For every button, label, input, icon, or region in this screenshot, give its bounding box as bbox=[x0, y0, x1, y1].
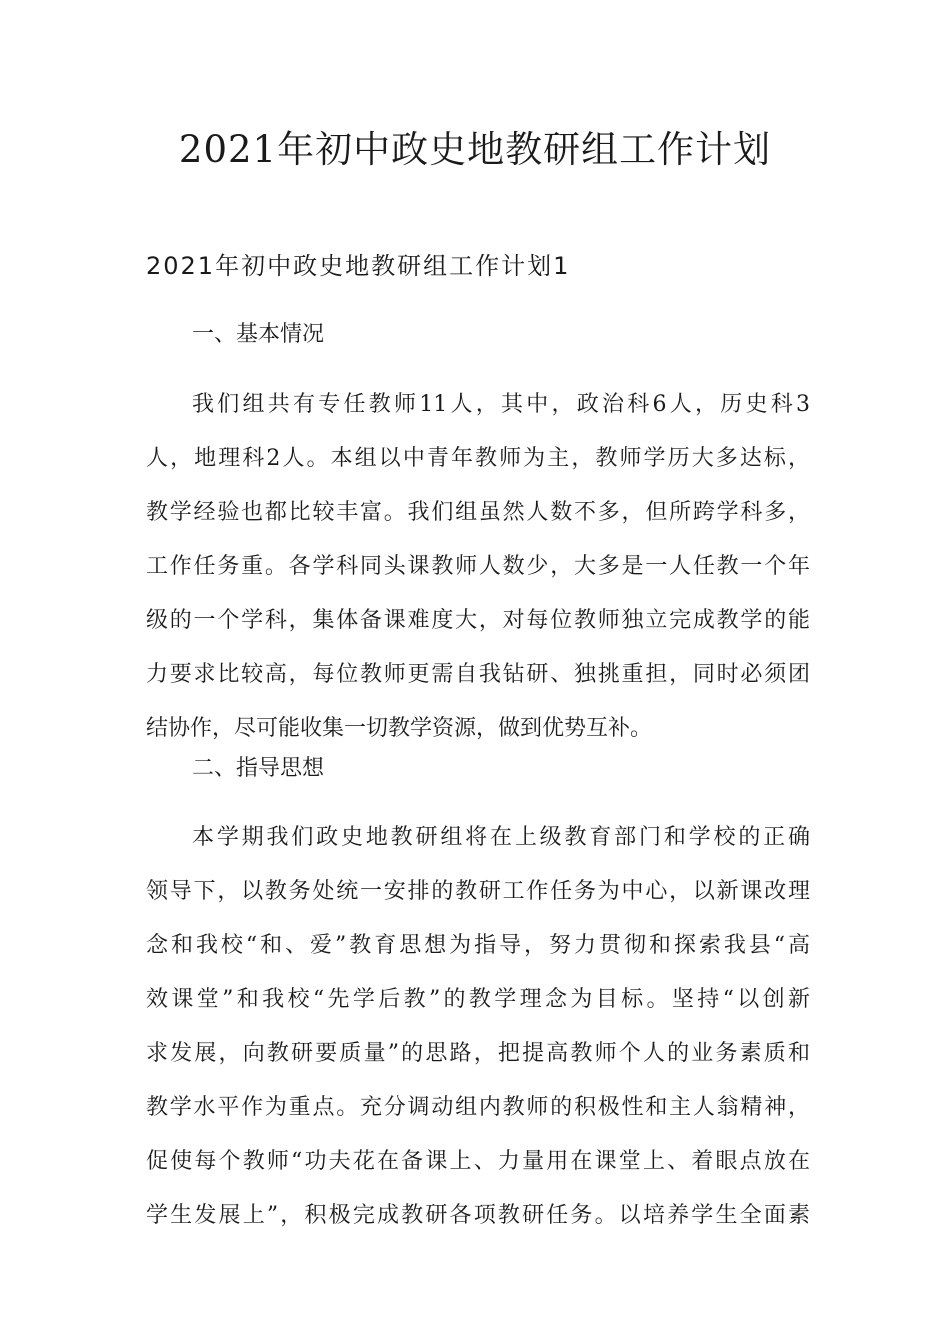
document-title: 2021年初中政史地教研组工作计划 bbox=[178, 128, 772, 171]
paragraph-line: 人，地理科2人。本组以中青年教师为主，教师学历大多达标， bbox=[146, 446, 810, 471]
paragraph-line: 学生发展上”，积极完成教研各项教研任务。以培养学生全面素 bbox=[146, 1203, 810, 1228]
paragraph-line: 教学水平作为重点。充分调动组内教师的积极性和主人翁精神， bbox=[146, 1095, 810, 1120]
section-heading-guiding-ideology: 二、指导思想 bbox=[192, 756, 325, 781]
paragraph-line: 级的一个学科，集体备课难度大，对每位教师独立完成教学的能 bbox=[146, 608, 810, 633]
paragraph-line: 本学期我们政史地教研组将在上级教育部门和学校的正确 bbox=[192, 825, 810, 850]
paragraph-line: 领导下，以教务处统一安排的教研工作任务为中心，以新课改理 bbox=[146, 879, 810, 904]
paragraph-line: 效课堂”和我校“先学后教”的教学理念为目标。坚持“以创新 bbox=[146, 987, 810, 1012]
section-heading-basic-situation: 一、基本情况 bbox=[192, 322, 325, 347]
paragraph-line: 力要求比较高，每位教师更需自我钻研、独挑重担，同时必须团 bbox=[146, 662, 810, 687]
paragraph-line: 我们组共有专任教师11人，其中，政治科6人，历史科3 bbox=[192, 392, 810, 417]
paragraph-line: 求发展，向教研要质量”的思路，把提高教师个人的业务素质和 bbox=[146, 1041, 810, 1066]
paragraph-line: 结协作，尽可能收集一切教学资源，做到优势互补。 bbox=[146, 716, 653, 741]
paragraph-line: 教学经验也都比较丰富。我们组虽然人数不多，但所跨学科多， bbox=[146, 500, 810, 525]
paragraph-line: 念和我校“和、爱”教育思想为指导，努力贯彻和探索我县“高 bbox=[146, 933, 810, 958]
paragraph-line: 工作任务重。各学科同头课教师人数少，大多是一人任教一个年 bbox=[146, 554, 810, 579]
paragraph-line: 促使每个教师“功夫花在备课上、力量用在课堂上、着眼点放在 bbox=[146, 1149, 810, 1174]
paragraph-basic-situation bbox=[146, 378, 810, 756]
document-subtitle: 2021年初中政史地教研组工作计划1 bbox=[146, 252, 571, 280]
paragraph-guiding-ideology bbox=[146, 811, 810, 1243]
